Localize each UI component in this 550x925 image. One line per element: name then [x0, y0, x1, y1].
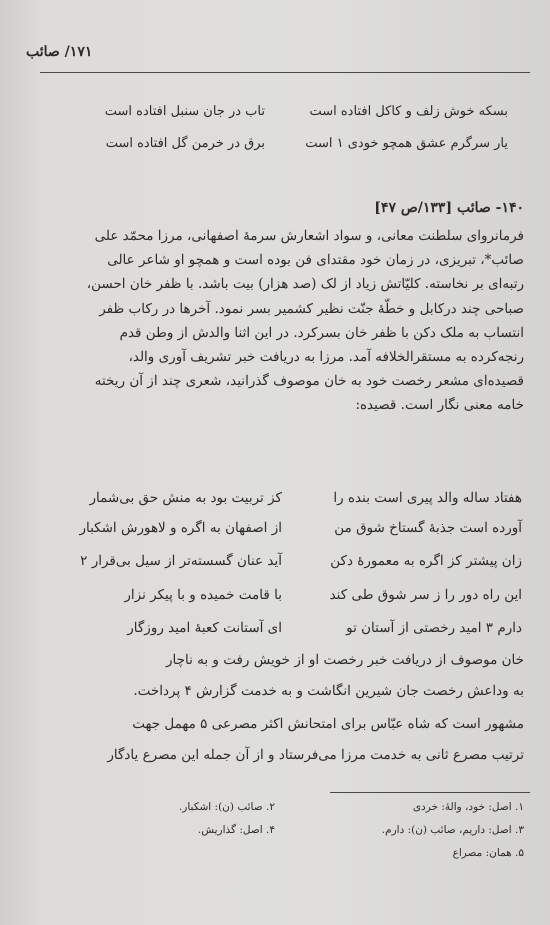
- qasida-line-5-left: ای آستانت کعبهٔ امید روزگار: [127, 620, 282, 636]
- footnote-1: ۱. اصل: خود، والهٔ: خردی: [412, 801, 524, 813]
- header-rule: [40, 72, 530, 73]
- body-line: قصیده‌ای مشعر رخصت خود به خان موصوف گذرانید، شعری چند از آن ریخته: [94, 373, 524, 390]
- qasida-line-1-left: کز تربیت بود به منش حق بی‌شمار: [89, 490, 282, 506]
- qasida-line-3-right: زان پیشتر کز اگره به معمورهٔ دکن: [330, 553, 522, 569]
- footnote-4: ۴. اصل: گذاریش.: [197, 824, 275, 836]
- body-line: رتبه‌ای بر نخاسته. کلیّاتش زیاد از لک (صد هزار) بیت باشد. با ظفر خان احسن،: [86, 276, 524, 293]
- couplet-1-first-hemistich: بسکه خوش زلف و کاکل افتاده است: [309, 104, 508, 119]
- page-header: [20, 44, 530, 66]
- closing-line: خان موصوف از دریافت خبر رخصت او از خویش رفت و به ناچار: [165, 652, 524, 668]
- body-line: رنجه‌کرده به مستقرالخلافه آمد. مرزا به دریافت خبر تشریف آوری والد،: [128, 349, 524, 366]
- qasida-line-2-right: آورده است جذبهٔ گستاخ شوق من: [334, 520, 522, 536]
- closing-line: ترتیب مصرع ثانی به خدمت مرزا می‌فرستاد و از آن جمله این مصرع یادگار: [107, 747, 524, 763]
- couplet-1-second-hemistich: تاب در جان سنبل افتاده است: [104, 104, 265, 119]
- footnote-2: ۲. صائب (ن): اشکبار.: [178, 801, 275, 813]
- entry-heading: ۱۴۰- صائب [۱۳۳/ص ۴۷]: [374, 200, 524, 216]
- biography-paragraph: [24, 224, 524, 418]
- footnote-5: ۵. همان: مصراع: [452, 847, 524, 859]
- footnote-3: ۳. اصل: داریم، صائب (ن): دارم.: [381, 824, 524, 836]
- couplet-2-second-hemistich: برق در خرمن گل افتاده است: [105, 136, 265, 151]
- body-line: خامه معنی نگار است. قصیده:: [355, 397, 524, 414]
- closing-line: به وداعش رخصت جان شیرین انگاشت و به خدمت گزارش ۴ پرداخت.: [133, 683, 524, 699]
- body-line: صباحی چند درکابل و خطّهٔ جنّت نظیر کشمیر بسر نمود. آخرها در رکاب ظفر: [99, 300, 524, 317]
- page-number-title: ۱۷۱/ صائب: [26, 44, 93, 60]
- body-line: انتساب به ملک دکن با ظفر خان بسرکرد. در این اثنا والدش از وطن قدم: [119, 324, 524, 341]
- body-line: صائب*، تبریزی، در زمان خود مقتدای فن بوده است و همچو او شاعر عالی: [107, 252, 524, 269]
- qasida-line-5-right: دارم ۳ امید رخصتی از آستان تو: [346, 620, 522, 636]
- body-line: فرمانروای سلطنت معانی، و سواد اشعارش سرمهٔ اصفهانی، مرزا محمّد علی: [94, 228, 524, 244]
- qasida-line-4-left: با قامت خمیده و با پیکر نزار: [124, 587, 282, 603]
- qasida-line-2-left: از اصفهان به اگره و لاهورش اشکبار: [79, 520, 282, 536]
- qasida-line-1-right: هفتاد ساله والد پیری است بنده را: [333, 490, 522, 506]
- qasida-line-4-right: این راه دور را ز سر شوق طی کند: [329, 587, 522, 603]
- couplet-2-first-hemistich: یار سرگرم عشق همچو خودی ۱ است: [305, 136, 508, 151]
- footnote-rule: [330, 792, 530, 793]
- closing-line: مشهور است که شاه عبّاس برای امتحانش اکثر مصرعی ۵ مهمل جهت: [132, 716, 524, 732]
- qasida-line-3-left: آید عنان گسسته‌تر از سیل بی‌قرار ۲: [80, 553, 282, 569]
